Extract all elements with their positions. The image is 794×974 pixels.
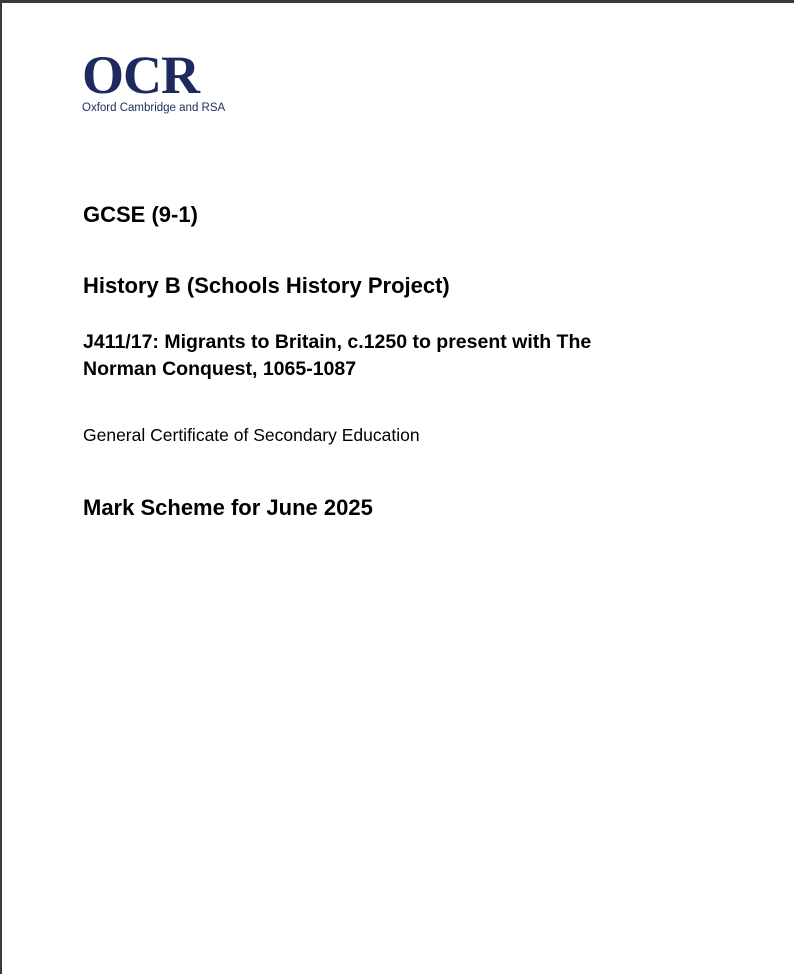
unit-title-line-2: Norman Conquest, 1065-1087 [83, 358, 357, 380]
subject-title: History B (Schools History Project) [83, 273, 450, 298]
ocr-logo [82, 45, 242, 115]
unit-title [83, 329, 591, 383]
qualification-title: GCSE (9-1) [83, 202, 198, 227]
certificate-name: General Certificate of Secondary Education [83, 425, 420, 445]
mark-scheme-title: Mark Scheme for June 2025 [83, 495, 373, 520]
logo-subtitle: Oxford Cambridge and RSA [82, 102, 226, 114]
unit-title-line-1: J411/17: Migrants to Britain, c.1250 to present with The [83, 331, 592, 353]
logo-mark: OCR [82, 45, 199, 105]
